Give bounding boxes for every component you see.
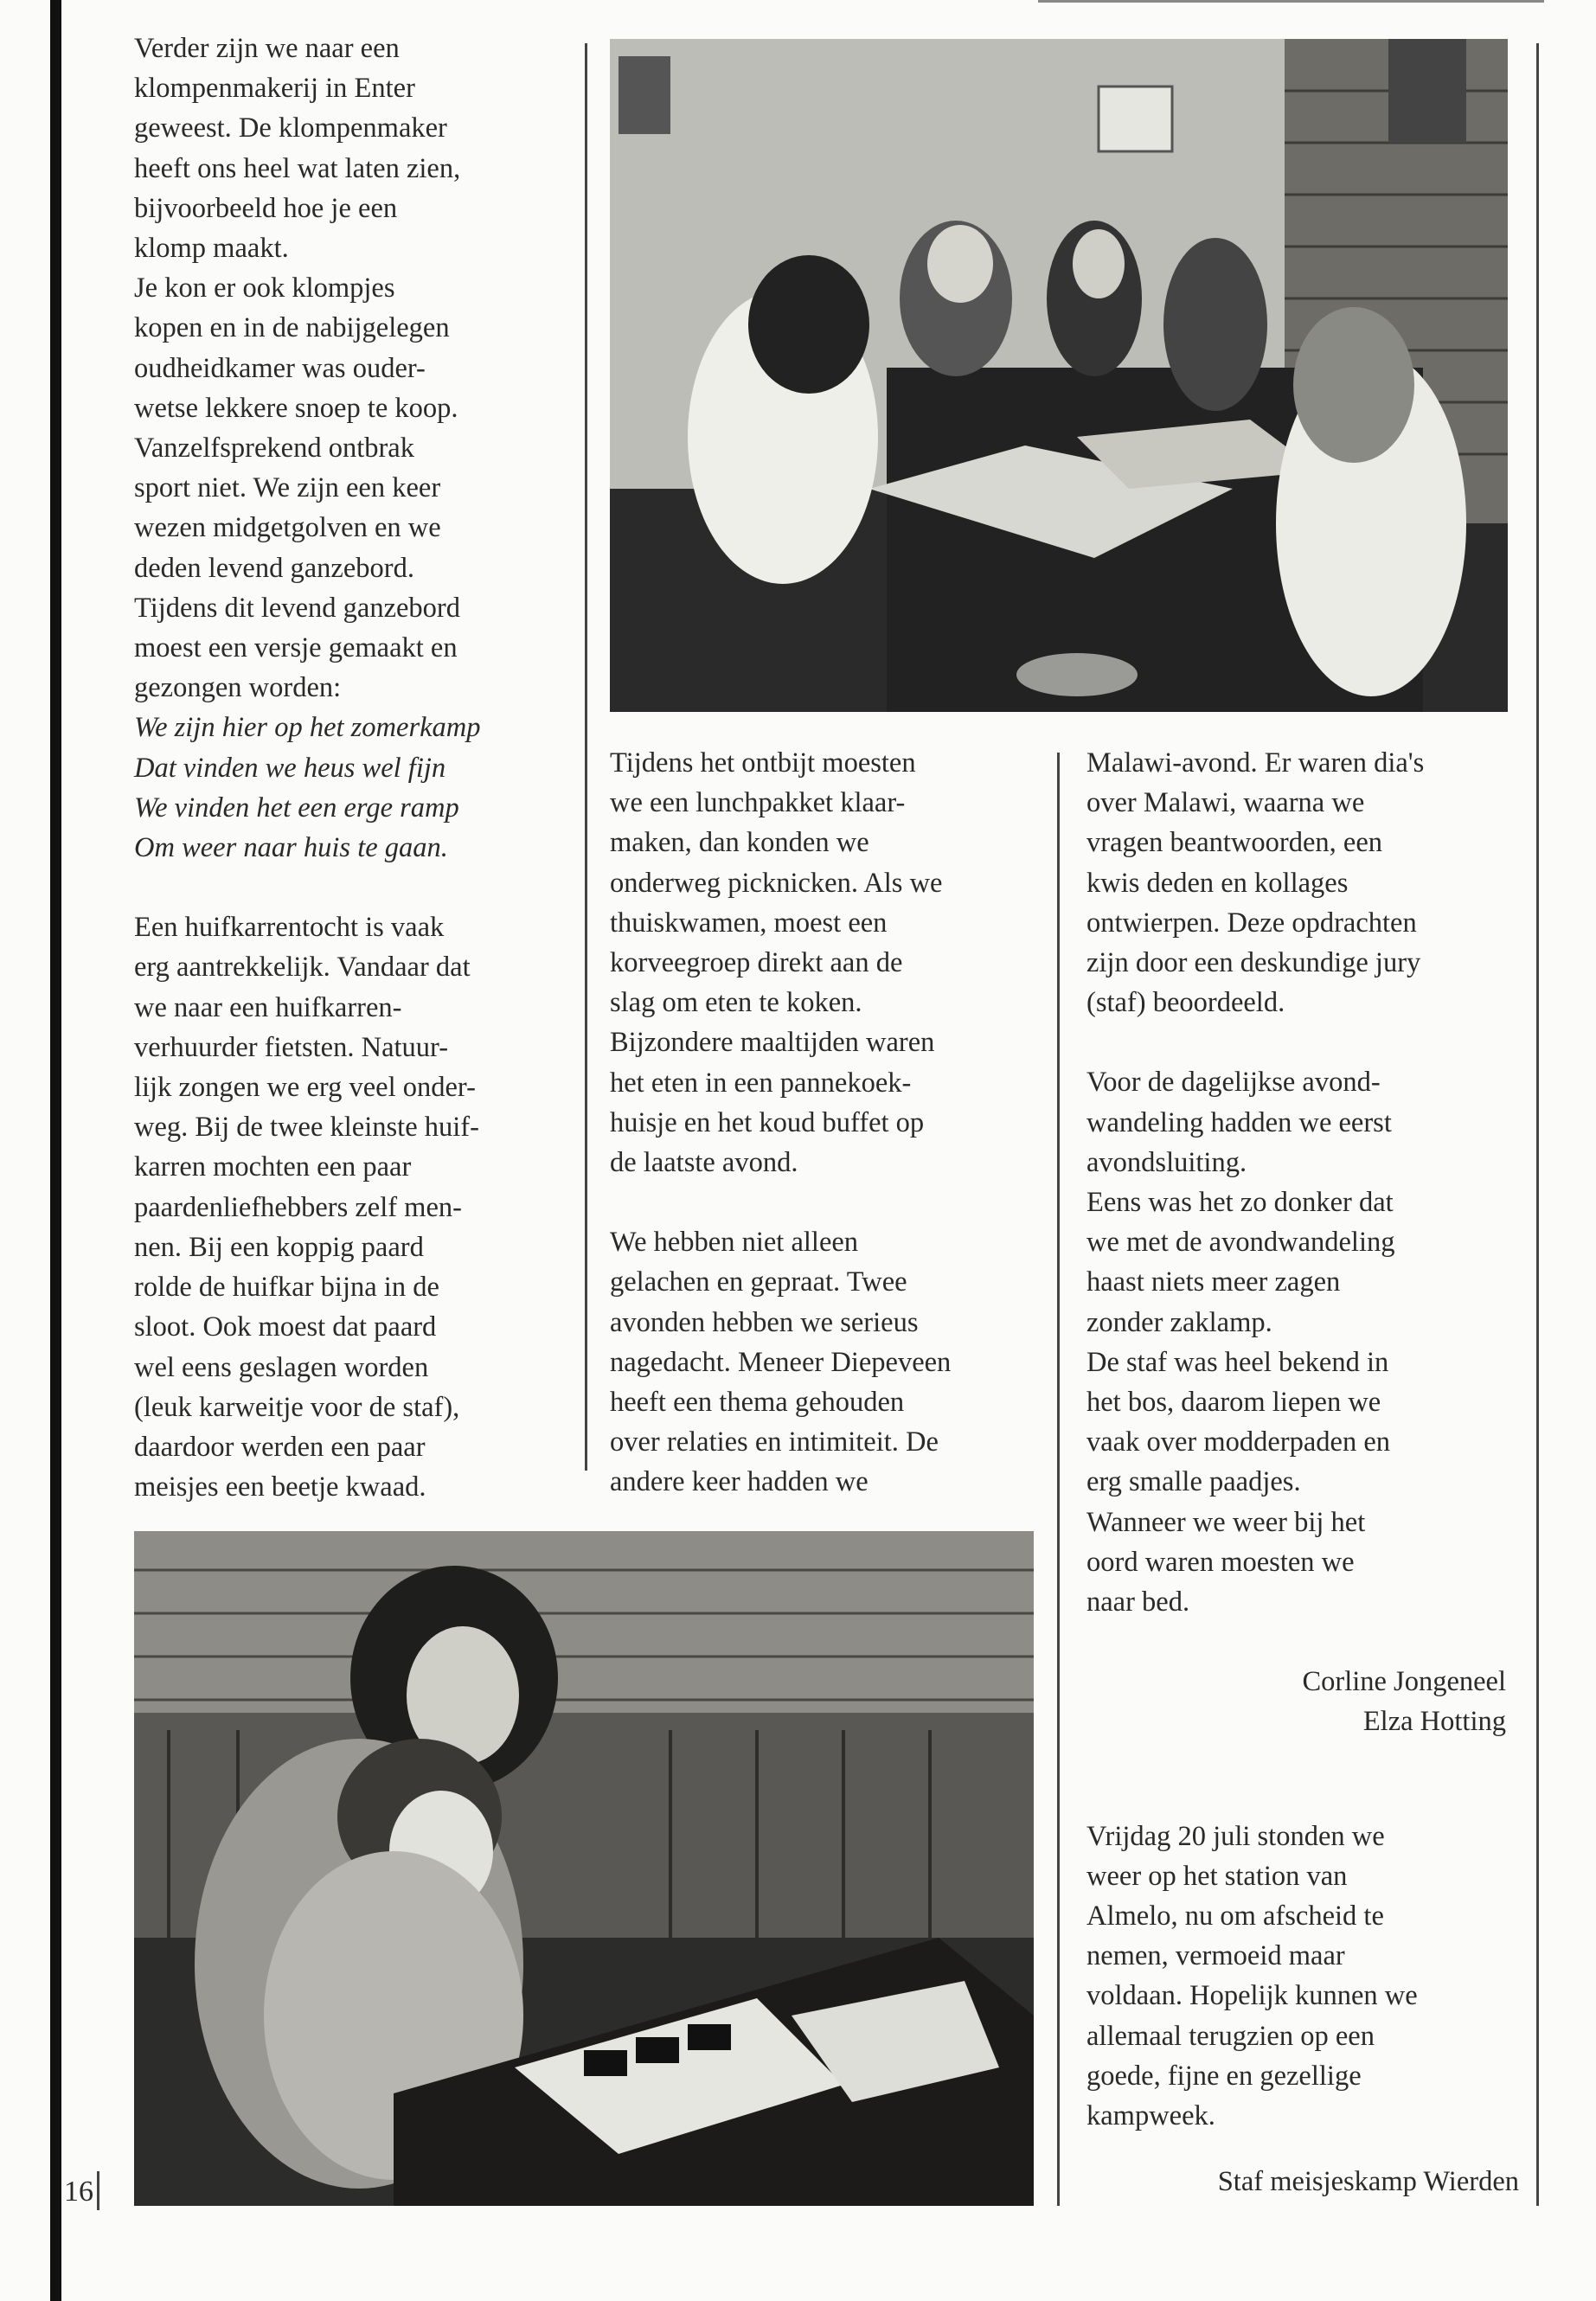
text-line: Bijzondere maaltijden waren: [610, 1027, 935, 1059]
text-line: andere keer hadden we: [610, 1466, 869, 1498]
text-line: sloot. Ook moest dat paard: [134, 1311, 437, 1343]
text-line: heeft ons heel wat laten zien,: [134, 152, 461, 184]
page-edge-bar: [50, 0, 61, 2301]
middle-para-1: [610, 743, 1051, 1183]
text-line: Voor de dagelijkse avond-: [1086, 1067, 1381, 1099]
text-line: klomp maakt.: [134, 233, 289, 265]
text-line: Je kon er ook klompjes: [134, 272, 395, 304]
text-line: weg. Bij de twee kleinste huif-: [134, 1112, 479, 1144]
text-line: Vanzelfsprekend ontbrak: [134, 433, 414, 465]
page-number-rule: [97, 2171, 99, 2210]
column-right: [1086, 743, 1528, 2202]
text-line: kwis deden en kollages: [1086, 867, 1349, 899]
text-line: Tijdens dit levend ganzebord: [134, 592, 461, 624]
text-line: lijk zongen we erg veel onder-: [134, 1072, 476, 1104]
text-line: naar bed.: [1086, 1586, 1190, 1618]
left-para-2: [134, 907, 575, 1507]
photo-girls-at-table: [610, 39, 1508, 712]
text-line: vaak over modderpaden en: [1086, 1426, 1391, 1458]
text-line: onderweg picknicken. Als we: [610, 867, 943, 899]
text-line: kampweek.: [1086, 2100, 1215, 2132]
middle-para-2: [610, 1222, 1051, 1502]
text-line: Vrijdag 20 juli stonden we: [1086, 1820, 1385, 1852]
text-line: thuiskwamen, moest een: [610, 907, 888, 939]
text-line: gelachen en gepraat. Twee: [610, 1266, 907, 1298]
text-line: klompenmakerij in Enter: [134, 73, 415, 105]
photo-woman-and-girl: [134, 1531, 1034, 2206]
poem-line: We vinden het een erge ramp: [134, 792, 459, 824]
text-line: oudheidkamer was ouder-: [134, 352, 426, 384]
text-line: ontwierpen. Deze opdrachten: [1086, 907, 1417, 939]
text-line: Eens was het zo donker dat: [1086, 1187, 1394, 1219]
text-line: voldaan. Hopelijk kunnen we: [1086, 1980, 1418, 2012]
top-rule: [1038, 0, 1544, 3]
text-line: korveegroep direkt aan de: [610, 947, 903, 979]
photo-woman-and-girl-image: [134, 1531, 1034, 2206]
text-line: moest een versje gemaakt en: [134, 632, 458, 664]
text-line: deden levend ganzebord.: [134, 552, 414, 584]
page-number: 16: [64, 2176, 93, 2208]
text-line: zonder zaklamp.: [1086, 1306, 1272, 1338]
text-line: wel eens geslagen worden: [134, 1351, 429, 1383]
text-line: bijvoorbeeld hoe je een: [134, 192, 398, 224]
text-line: slag om eten te koken.: [610, 987, 862, 1019]
author-name: Elza Hotting: [1362, 1706, 1506, 1738]
right-para-3: [1086, 1817, 1528, 2137]
text-line: vragen beantwoorden, een: [1086, 827, 1382, 859]
text-line: geweest. De klompenmaker: [134, 112, 447, 144]
text-line: nemen, vermoeid maar: [1086, 1940, 1345, 1972]
text-line: nen. Bij een koppig paard: [134, 1231, 424, 1263]
text-line: goede, fijne en gezellige: [1086, 2060, 1362, 2092]
column-rule-right: [1057, 753, 1060, 2206]
text-line: paardenliefhebbers zelf men-: [134, 1191, 462, 1223]
column-middle: [610, 743, 1051, 1503]
right-para-1: [1086, 743, 1528, 1022]
text-line: Almelo, nu om afscheid te: [1086, 1900, 1384, 1932]
text-line: we naar een huifkarren-: [134, 991, 402, 1023]
text-line: maken, dan konden we: [610, 827, 869, 859]
text-line: zijn door een deskundige jury: [1086, 947, 1421, 979]
text-line: avonden hebben we serieus: [610, 1306, 919, 1338]
text-line: We hebben niet alleen: [610, 1227, 859, 1259]
text-line: we een lunchpakket klaar-: [610, 787, 906, 819]
text-line: huisje en het koud buffet op: [610, 1106, 925, 1138]
text-line: Malawi-avond. Er waren dia's: [1086, 747, 1425, 779]
text-line: wezen midgetgolven en we: [134, 512, 441, 544]
text-line: Een huifkarrentocht is vaak: [134, 912, 445, 944]
text-line: Wanneer we weer bij het: [1086, 1506, 1366, 1538]
text-line: we met de avondwandeling: [1086, 1227, 1395, 1259]
text-line: (leuk karweitje voor de staf),: [134, 1391, 460, 1423]
closing-signature: Staf meisjeskamp Wierden: [1217, 2166, 1519, 2198]
column-rule-left: [585, 43, 587, 1471]
page-rule-right: [1536, 43, 1539, 2206]
text-line: wetse lekkere snoep te koop.: [134, 392, 458, 424]
text-line: over Malawi, waarna we: [1086, 787, 1365, 819]
text-line: weer op het station van: [1086, 1860, 1348, 1892]
text-line: haast niets meer zagen: [1086, 1266, 1341, 1298]
text-line: (staf) beoordeeld.: [1086, 987, 1285, 1019]
text-line: verhuurder fietsten. Natuur-: [134, 1031, 449, 1063]
text-line: daardoor werden een paar: [134, 1431, 426, 1463]
text-line: de laatste avond.: [610, 1147, 798, 1179]
text-line: allemaal terugzien op een: [1086, 2020, 1375, 2052]
left-para-1: [134, 29, 575, 708]
text-line: oord waren moesten we: [1086, 1546, 1355, 1578]
text-line: erg smalle paadjes.: [1086, 1466, 1301, 1498]
poem-line: Om weer naar huis te gaan.: [134, 832, 448, 864]
text-line: wandeling hadden we eerst: [1086, 1106, 1392, 1138]
text-line: over relaties en intimiteit. De: [610, 1426, 939, 1458]
text-line: Verder zijn we naar een: [134, 33, 400, 64]
poem-line: Dat vinden we heus wel fijn: [134, 752, 446, 784]
poem-line: We zijn hier op het zomerkamp: [134, 712, 481, 744]
author-signature: [1086, 1662, 1528, 1741]
text-line: erg aantrekkelijk. Vandaar dat: [134, 952, 471, 984]
text-line: sport niet. We zijn een keer: [134, 472, 441, 504]
text-line: het eten in een pannekoek-: [610, 1067, 912, 1099]
text-line: Tijdens het ontbijt moesten: [610, 747, 916, 779]
text-line: meisjes een beetje kwaad.: [134, 1471, 426, 1503]
text-line: kopen en in de nabijgelegen: [134, 312, 450, 344]
photo-girls-at-table-image: [610, 39, 1508, 712]
text-line: heeft een thema gehouden: [610, 1387, 905, 1419]
text-line: het bos, daarom liepen we: [1086, 1387, 1381, 1419]
text-line: gezongen worden:: [134, 672, 342, 704]
text-line: avondsluiting.: [1086, 1146, 1247, 1178]
poem-verse: [134, 708, 575, 868]
column-left: [134, 29, 575, 1507]
text-line: De staf was heel bekend in: [1086, 1346, 1389, 1378]
text-line: nagedacht. Meneer Diepeveen: [610, 1346, 952, 1378]
text-line: karren mochten een paar: [134, 1151, 412, 1183]
right-para-2: [1086, 1062, 1528, 1622]
text-line: rolde de huifkar bijna in de: [134, 1272, 439, 1304]
author-name: Corline Jongeneel: [1302, 1666, 1506, 1698]
